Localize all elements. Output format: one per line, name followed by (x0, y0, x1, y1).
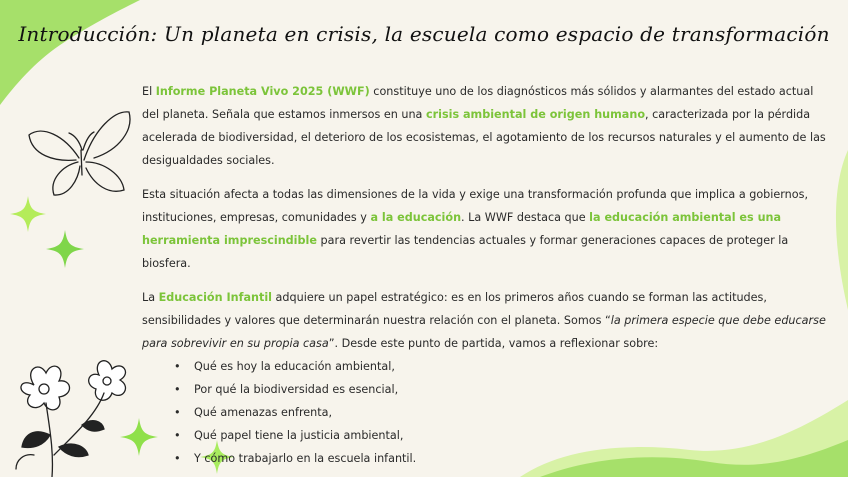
highlight-crisis: crisis ambiental de origen humano (425, 108, 645, 121)
paragraph-situacion (142, 183, 830, 275)
text-run: ”. Desde este punto de partida, vamos a reflexionar sobre: (328, 337, 659, 350)
text-run: . La WWF destaca que (461, 211, 590, 224)
list-item: • Por qué la biodiversidad es esencial, (174, 378, 830, 401)
list-item: • Y cómo trabajarlo en la escuela infantil. (174, 447, 830, 470)
page-title: Introducción: Un planeta en crisis, la escuela como espacio de transformación (18, 22, 830, 46)
content (142, 80, 830, 470)
quote-text: la primera especie que debe educarse para sobrevivir en su propia casa (142, 314, 826, 350)
sparkle-icon (10, 196, 46, 232)
text-run: La (142, 291, 159, 304)
list-item: • Qué es hoy la educación ambiental, (174, 355, 830, 378)
top-left-green-blob (0, 0, 150, 110)
list-item: • Qué amenazas enfrenta, (174, 401, 830, 424)
text-run: El (142, 85, 156, 98)
text-run: Esta situación afecta a todas las dimensiones de la vida y exige una transformación profunda que implica a gobiernos, instituciones, empresas, comunidades y (142, 188, 808, 224)
flower-icon (4, 355, 134, 477)
paragraph-informe (142, 80, 830, 172)
reflection-list (142, 355, 830, 470)
sparkle-icon (46, 230, 84, 268)
text-run: , caracterizada por la pérdida acelerada de biodiversidad, el deterioro de los ecosistemas, el agotamiento de los recursos naturales y el aumento de las desigualdades sociales. (142, 108, 826, 167)
highlight-herramienta: la educación ambiental es una herramienta imprescindible (142, 211, 782, 247)
text-run: adquiere un papel estratégico: es en los primeros años cuando se forman las actitudes, sensibilidades y valores que determinarán nuestra relación con el planeta. Somos “ (142, 291, 767, 327)
text-run: para revertir las tendencias actuales y formar generaciones capaces de proteger la biosfera. (142, 234, 789, 270)
highlight-infantil: Educación Infantil (158, 291, 272, 304)
butterfly-icon (24, 100, 134, 200)
text-run: constituye uno de los diagnósticos más sólidos y alarmantes del estado actual del planeta. Señala que estamos inmersos en una (142, 85, 814, 121)
highlight-informe: Informe Planeta Vivo 2025 (WWF) (155, 85, 370, 98)
highlight-educacion: a la educación (370, 211, 462, 224)
paragraph-infantil (142, 286, 830, 355)
list-item: • Qué papel tiene la justicia ambiental, (174, 424, 830, 447)
